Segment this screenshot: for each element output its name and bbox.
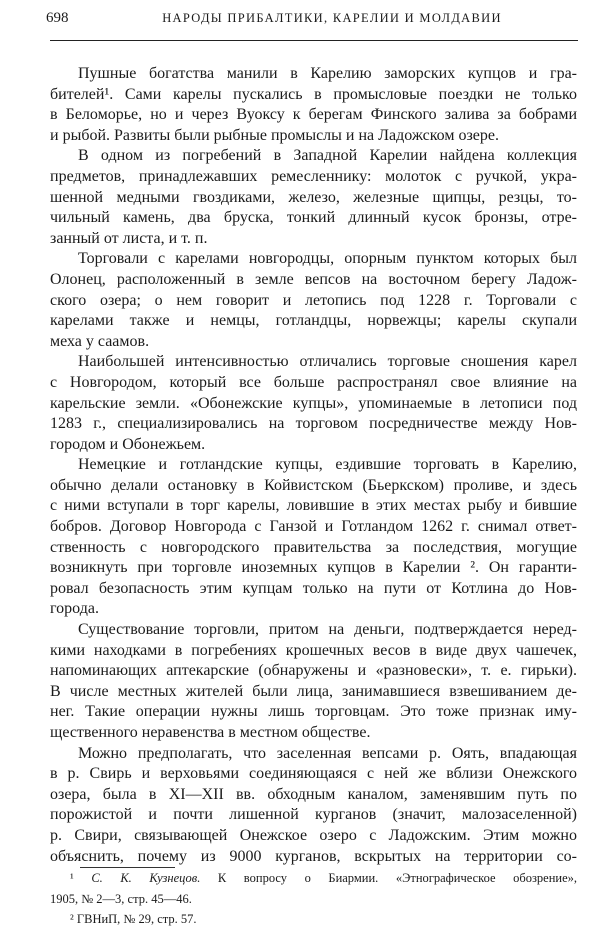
- footnotes: [50, 869, 577, 931]
- text-line: Можно предполагать, что заселенная вепсами р. Оять, впадающая: [78, 744, 577, 762]
- text-line: городом и Обонежьем.: [50, 435, 206, 453]
- running-title: НАРОДЫ ПРИБАЛТИКИ, КАРЕЛИИ И МОЛДАВИИ: [162, 11, 502, 25]
- footnote-marker: ¹: [70, 871, 92, 885]
- text-line: Пушные богатства манили в Карелию заморских купцов и гра-: [78, 65, 577, 82]
- footnote: [50, 869, 577, 910]
- text-line: Торговали с карелами новгородцы, опорным пунктом которых был: [78, 250, 577, 268]
- text-line: объяснить, почему из 9000 курганов, вскрытых на территории со-: [50, 847, 577, 865]
- footnote-line: [50, 869, 577, 890]
- text-line: чильный камень, два бруска, тонкий длинный кусок бронзы, отре-: [50, 209, 577, 227]
- paragraph: [50, 744, 577, 868]
- text-line: в р. Свирь и верховьями соединяющаяся с ней же вблизи Онежского: [50, 765, 577, 783]
- footnote-line: [50, 910, 577, 931]
- text-line: в Беломорье, но и через Вуоксу к берегам Финского залива за бобрами: [50, 106, 577, 124]
- paragraph: [50, 455, 577, 620]
- text-line: 1283 г., специализировались на торговом посредничестве между Нов-: [50, 415, 577, 433]
- text-line: порожистой и почти лишенной курганов (значит, малозаселенной): [50, 806, 577, 824]
- text-line: карельские земли. «Обонежские купцы», упоминаемые в летописи под: [50, 394, 577, 412]
- text-line: р. Свири, связывающей Онежское озеро с Ладожским. Этим можно: [50, 826, 577, 844]
- text-line: Олонец, расположенный в земле вепсов на восточном берегу Ладож-: [50, 270, 577, 288]
- footnote-line: [50, 890, 577, 911]
- header-rule: [50, 40, 578, 41]
- text-line: с Новгородом, который все больше распространял свое влияние на: [50, 373, 577, 391]
- footnote: [50, 910, 577, 931]
- text-line: напоминающих аптекарские (обнаружены и «разновески», т. е. гирьки).: [50, 662, 577, 680]
- footnote-rule: [80, 867, 175, 868]
- text-line: ственность с новгородского правительства за последствия, могущие: [50, 538, 577, 556]
- footnote-text: ГВНиП, № 29, стр. 57.: [76, 912, 197, 927]
- text-line: кими находками в погребениях крошечных весов в виде двух чашечек,: [50, 641, 577, 659]
- footnote-author: С. К. Кузнецов.: [91, 871, 218, 885]
- text-line: нег. Такие операции нужны лишь торговцам. Это тоже признак иму-: [50, 703, 577, 721]
- text-line: возникнуть при торговле иноземных купцов в Карелии ². Он гаранти-: [50, 559, 577, 577]
- text-line: и рыбой. Развиты были рыбные промыслы и на Ладожском озере.: [50, 126, 499, 144]
- text-line: карелами также и немцы, готландцы, норвежцы; карелы скупали: [50, 312, 577, 330]
- footnote-marker: ²: [70, 912, 77, 927]
- text-line: щественного неравенства в местном обществе.: [50, 724, 371, 741]
- paragraph: [50, 249, 577, 352]
- text-line: озера, была в XI—XII вв. обходным каналом, заменявшим путь по: [50, 785, 577, 803]
- text-line: предметов, принадлежавших ремесленнику: молоток с ручкой, укра-: [50, 167, 577, 185]
- paragraph: [50, 352, 577, 455]
- text-line: занный от листа, и т. п.: [50, 229, 208, 247]
- text-line: ского озера; о нем говорит и летопись под 1228 г. Торговали с: [50, 291, 577, 309]
- running-header: [46, 10, 578, 32]
- text-line: меха у саамов.: [50, 332, 150, 350]
- text-line: с ними вступали в торг карелы, ловившие в этих местах рыбу и бившие: [50, 497, 577, 515]
- text-line: В одном из погребений в Западной Карелии найдена коллекция: [78, 147, 577, 165]
- text-line: города.: [50, 600, 99, 618]
- body-text: [50, 64, 577, 867]
- text-line: Существование торговли, притом на деньги, подтверждается неред-: [78, 621, 577, 639]
- text-line: Немецкие и готландские купцы, ездившие торговать в Карелию,: [78, 456, 577, 474]
- text-line: Наибольшей интенсивностью отличались торговые сношения карел: [78, 353, 577, 371]
- text-line: шенной медными гвоздиками, железо, железные щипцы, резцы, то-: [50, 188, 577, 206]
- page-number: 698: [46, 10, 69, 26]
- paragraph: [50, 620, 577, 744]
- text-line: бителей¹. Сами карелы пускались в промысловые поездки не только: [50, 85, 577, 103]
- paragraph: [50, 64, 577, 146]
- paragraph: [50, 146, 577, 249]
- footnote-text: 1905, № 2—3, стр. 45—46.: [50, 891, 192, 906]
- text-line: ровал безопасность этим купцам только на пути от Котлина до Нов-: [50, 579, 577, 597]
- text-line: В числе местных жителей были лица, занимавшиеся взвешиванием де-: [50, 682, 577, 700]
- text-line: обычно делали остановку в Койвистском (Бьеркском) проливе, и здесь: [50, 476, 577, 494]
- footnote-text: К вопросу о Биармии. «Этнографическое обозрение»,: [217, 871, 578, 885]
- text-line: бобров. Договор Новгорода с Ганзой и Готландом 1262 г. снимал ответ-: [50, 518, 577, 536]
